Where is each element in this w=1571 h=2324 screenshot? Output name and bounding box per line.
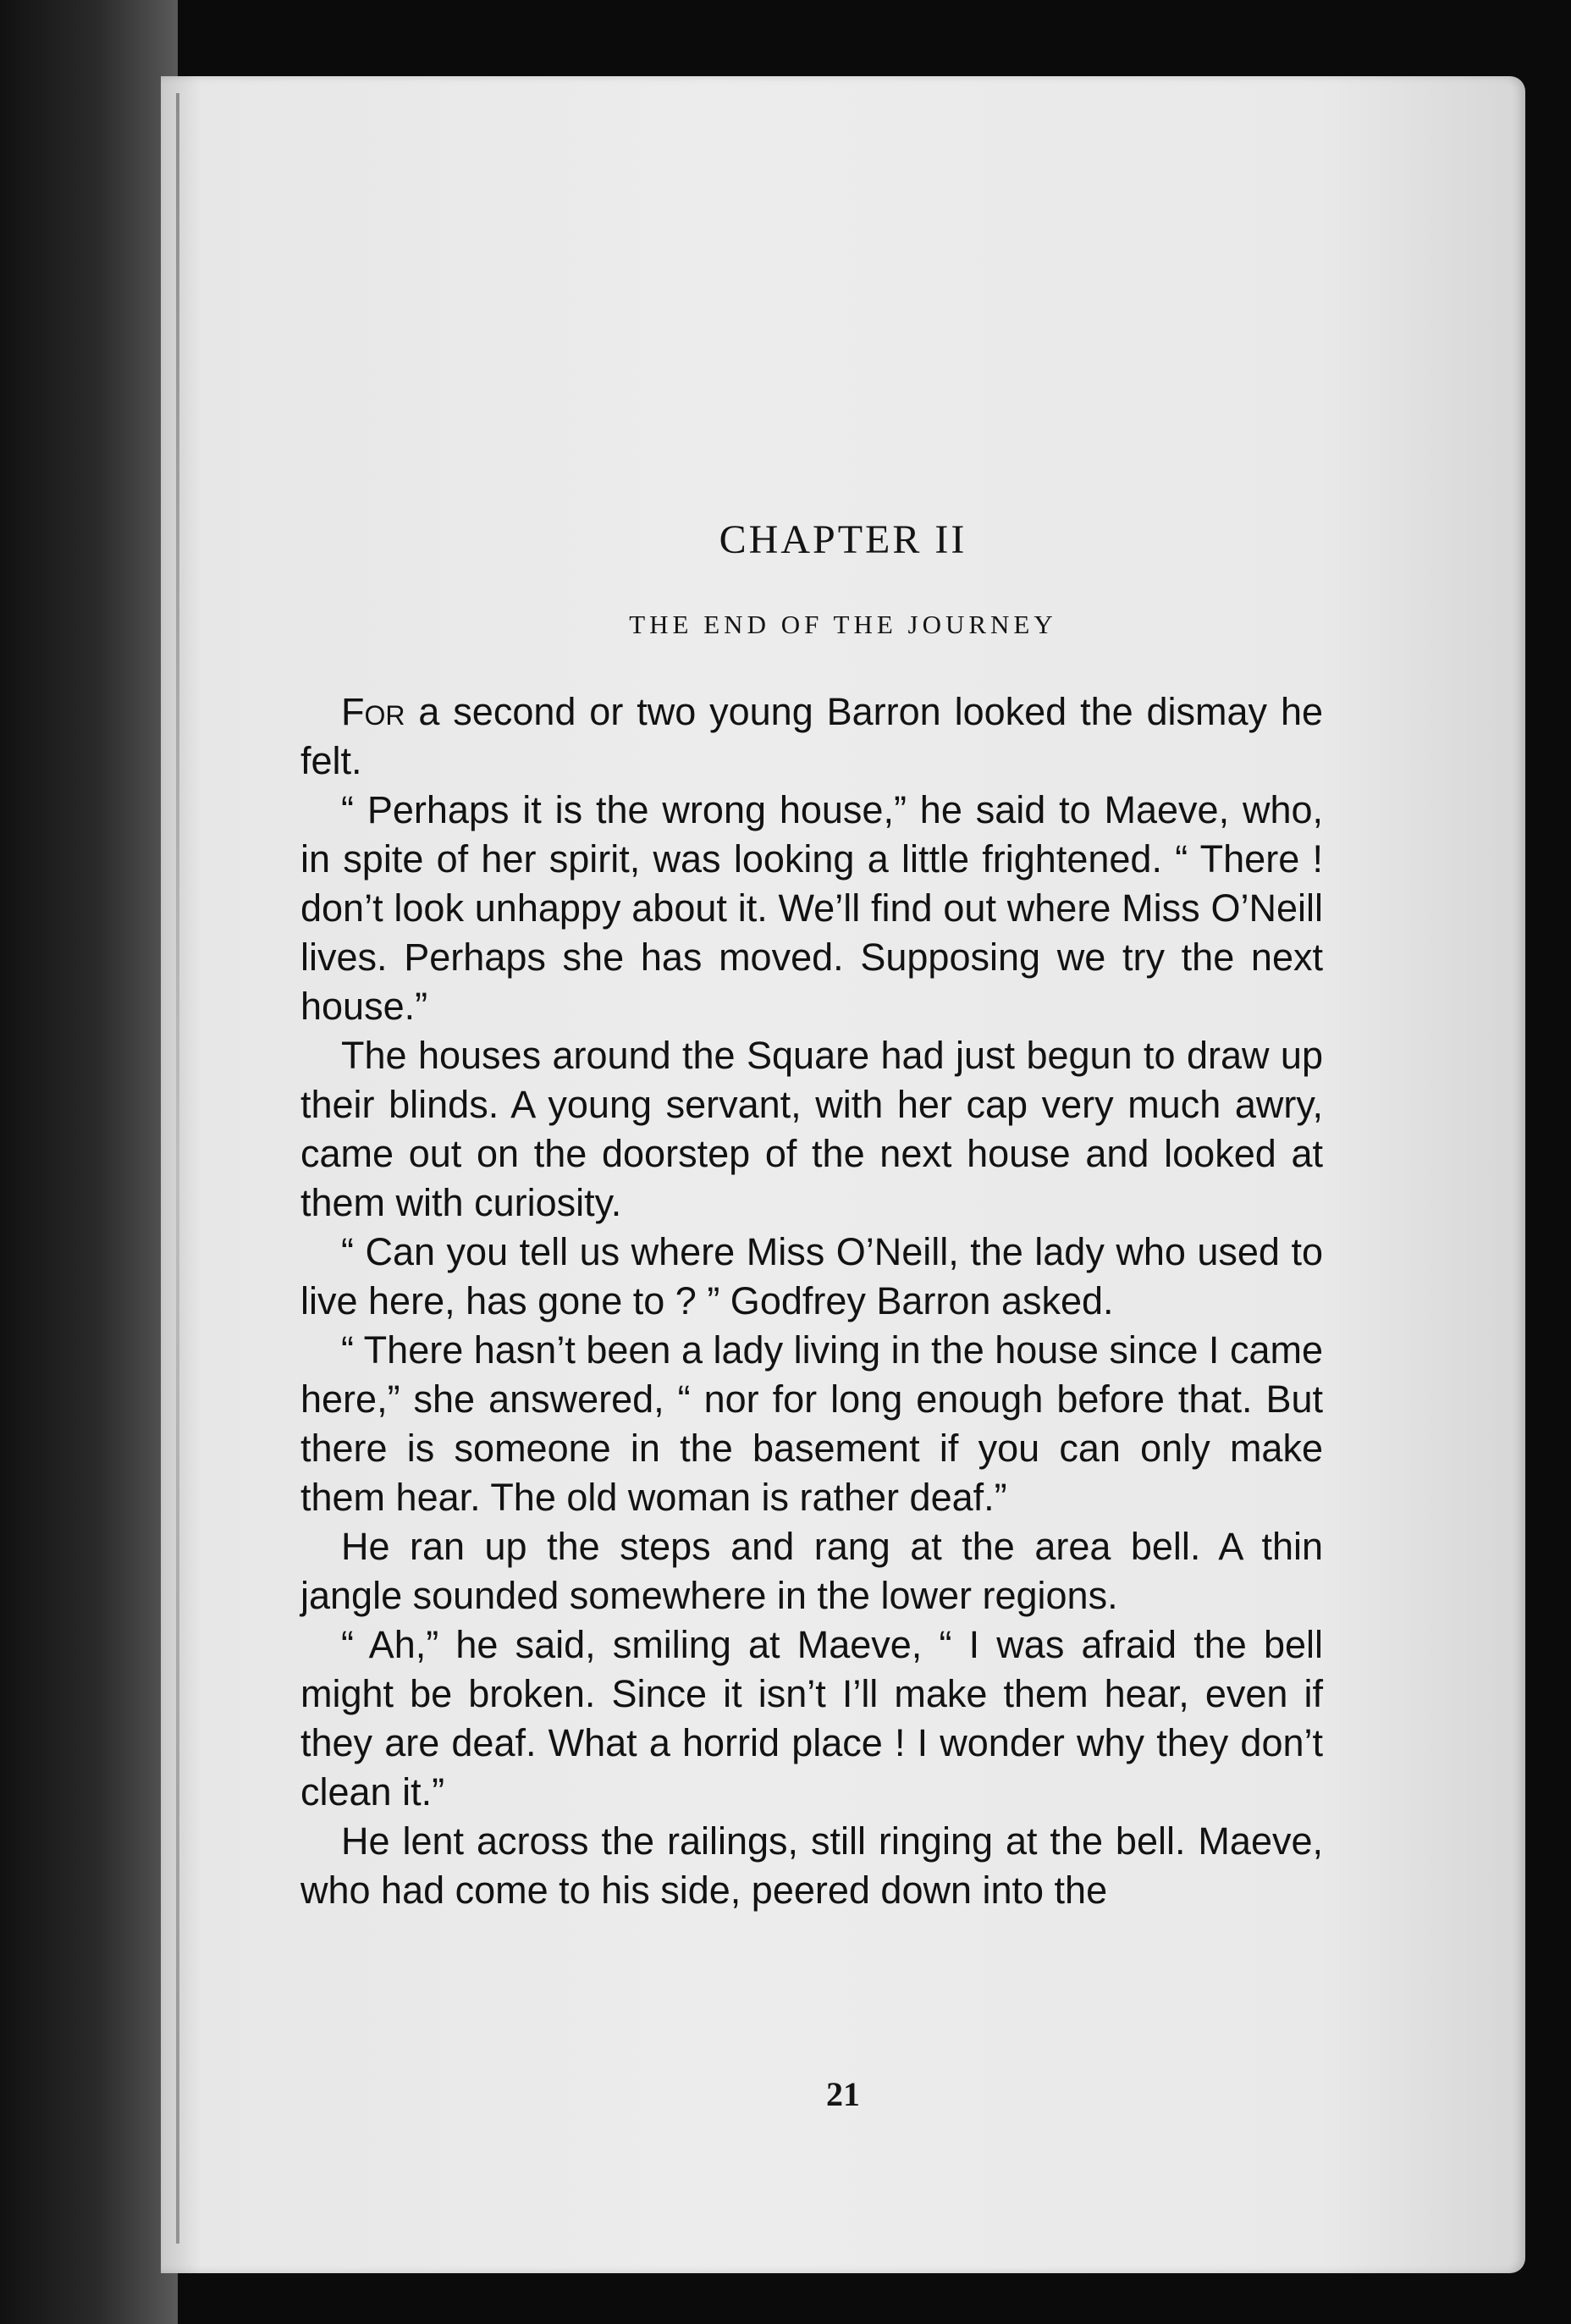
paragraph-2: “ Perhaps it is the wrong house,” he said to Maeve, who, in spite of her spirit, was looking a little frightened. “ There ! don’t look unhappy about it. We’ll find out where Miss O’Neill lives. Perhaps she has moved. Supposing we try the next house.” <box>300 788 1323 1028</box>
paragraph-7: “ Ah,” he said, smiling at Maeve, “ I was afraid the bell might be broken. Since it isn’t I’ll make them hear, even if they are deaf. What a horrid place ! I wonder why they don’t clean it.” <box>300 1623 1323 1813</box>
page-number: 21 <box>826 2075 860 2113</box>
book-spine-shadow <box>0 0 178 2324</box>
paragraph-6: He ran up the steps and rang at the area bell. A thin jangle sounded somewhere in the lower regions. <box>300 1525 1323 1617</box>
chapter-subtitle: THE END OF THE JOURNEY <box>629 610 1057 639</box>
paragraph-8: He lent across the railings, still ringing at the bell. Maeve, who had come to his side, peered down into the <box>300 1819 1323 1912</box>
scan-edge <box>1525 76 1571 2273</box>
paragraph-5: “ There hasn’t been a lady living in the house since I came here,” she answered, “ nor for long enough before that. But there is someone in the basement if you can only make them hear. The old woman is rather deaf.” <box>300 1328 1323 1519</box>
paragraph-text: a second or two young Barron looked the dismay he felt. <box>300 690 1323 782</box>
paragraph-3: The houses around the Square had just begun to draw up their blinds. A young servant, with her cap very much awry, came out on the doorstep of the next house and looked at them with curiosity. <box>300 1034 1323 1224</box>
book-page <box>161 76 1525 2273</box>
chapter-title: CHAPTER II <box>719 517 967 562</box>
paragraph-lead-word: For <box>341 690 405 733</box>
paragraph-1 <box>300 687 1323 786</box>
chapter-body <box>300 687 1323 1915</box>
paragraph-4: “ Can you tell us where Miss O’Neill, the lady who used to live here, has gone to ? ” Godfrey Barron asked. <box>300 1230 1323 1322</box>
page-gutter <box>176 93 179 2244</box>
